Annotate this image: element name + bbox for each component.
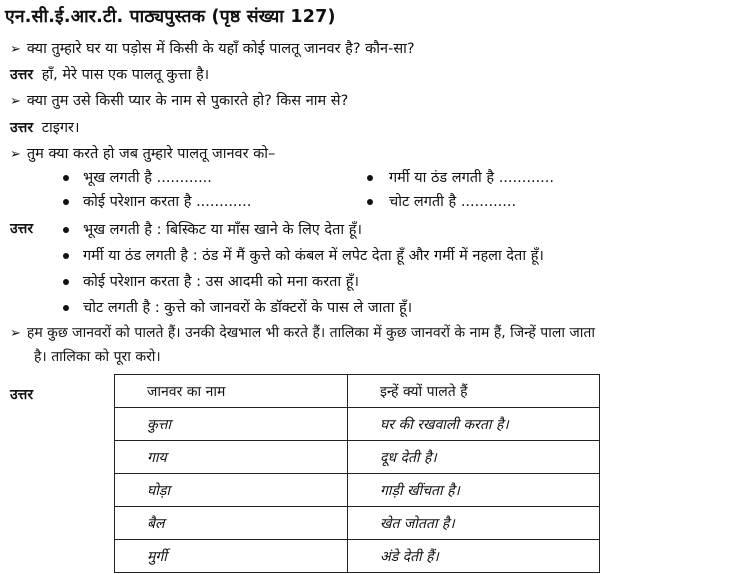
animal-name-cell: गाय <box>115 441 348 474</box>
answer-label: उत्तर <box>10 120 34 136</box>
table-row <box>115 441 600 474</box>
animal-reason-cell: घर की रखवाली करता है। <box>348 408 600 441</box>
table-row <box>115 408 600 441</box>
arrow-icon: ➢ <box>10 42 21 57</box>
answer-1 <box>10 64 209 84</box>
question-2 <box>10 90 348 110</box>
bullet-icon <box>367 175 373 181</box>
bullet-icon <box>63 253 69 259</box>
answer-label: उत्तर <box>10 221 34 237</box>
answer-label: उत्तर <box>10 387 34 403</box>
question-3 <box>10 143 275 163</box>
question-3-text: तुम क्या करते हो जब तुम्हारे पालतू जानवर को– <box>26 146 276 162</box>
answer-3-item: कोई परेशान करता है : उस आदमी को मना करता हूँ। <box>83 274 359 290</box>
table-header-cell: जानवर का नाम <box>115 375 348 408</box>
animals-table <box>114 374 600 573</box>
answer-2 <box>10 117 79 137</box>
bullet-icon <box>63 305 69 311</box>
option-item: गर्मी या ठंड लगती है ............ <box>389 170 555 186</box>
animal-name-cell: मुर्गी <box>115 540 348 573</box>
table-row <box>115 474 600 507</box>
answer-1-text: हाँ, मेरे पास एक पालतू कुत्ता है। <box>41 67 210 83</box>
arrow-icon: ➢ <box>10 94 21 109</box>
animal-reason-cell: अंडे देती हैं। <box>348 540 600 573</box>
table-header-row <box>115 375 600 408</box>
table-header-cell: इन्हें क्यों पालते हैं <box>348 375 600 408</box>
bullet-icon <box>63 279 69 285</box>
answer-3-item: चोट लगती है : कुत्ते को जानवरों के डॉक्टरों के पास ले जाता हूँ। <box>83 300 413 316</box>
animal-name-cell: घोड़ा <box>115 474 348 507</box>
animal-name-cell: बैल <box>115 507 348 540</box>
bullet-icon <box>63 227 69 233</box>
answer-label: उत्तर <box>10 67 34 83</box>
answer-2-text: टाइगर। <box>41 120 80 136</box>
answer-3-item: भूख लगती है : बिस्किट या माँस खाने के लिए देता हूँ। <box>83 222 362 238</box>
bullet-icon <box>63 175 69 181</box>
arrow-icon: ➢ <box>10 147 21 162</box>
answer-3-item: गर्मी या ठंड लगती है : ठंड में मैं कुत्ते को कंबल में लपेट देता हूँ और गर्मी में नहला देता हूँ। <box>83 248 544 264</box>
question-4 <box>10 323 595 342</box>
bullet-icon <box>63 199 69 205</box>
table-row <box>115 540 600 573</box>
table-row <box>115 507 600 540</box>
option-item: चोट लगती है ............ <box>389 194 517 210</box>
question-1 <box>10 38 415 58</box>
arrow-icon: ➢ <box>10 326 21 341</box>
question-4-text-line1: हम कुछ जानवरों को पालते हैं। उनकी देखभाल भी करते हैं। तालिका में कुछ जानवरों के नाम हैं, जिन्हें पाला जाता <box>26 325 596 341</box>
animal-name-cell: कुत्ता <box>115 408 348 441</box>
option-item: कोई परेशान करता है ............ <box>83 194 252 210</box>
question-2-text: क्या तुम उसे किसी प्यार के नाम से पुकारते हो? किस नाम से? <box>26 93 349 109</box>
option-item: भूख लगती है ............ <box>83 170 212 186</box>
animal-reason-cell: खेत जोतता है। <box>348 507 600 540</box>
animal-reason-cell: गाड़ी खींचता है। <box>348 474 600 507</box>
question-4-text-line2: है। तालिका को पूरा करो। <box>34 349 161 365</box>
bullet-icon <box>367 199 373 205</box>
animal-reason-cell: दूध देती है। <box>348 441 600 474</box>
question-1-text: क्या तुम्हारे घर या पड़ोस में किसी के यहाँ कोई पालतू जानवर है? कौन-सा? <box>26 41 415 57</box>
page-heading: एन.सी.ई.आर.टी. पाठ्यपुस्तक (पृष्ठ संख्या 127) <box>5 7 336 27</box>
